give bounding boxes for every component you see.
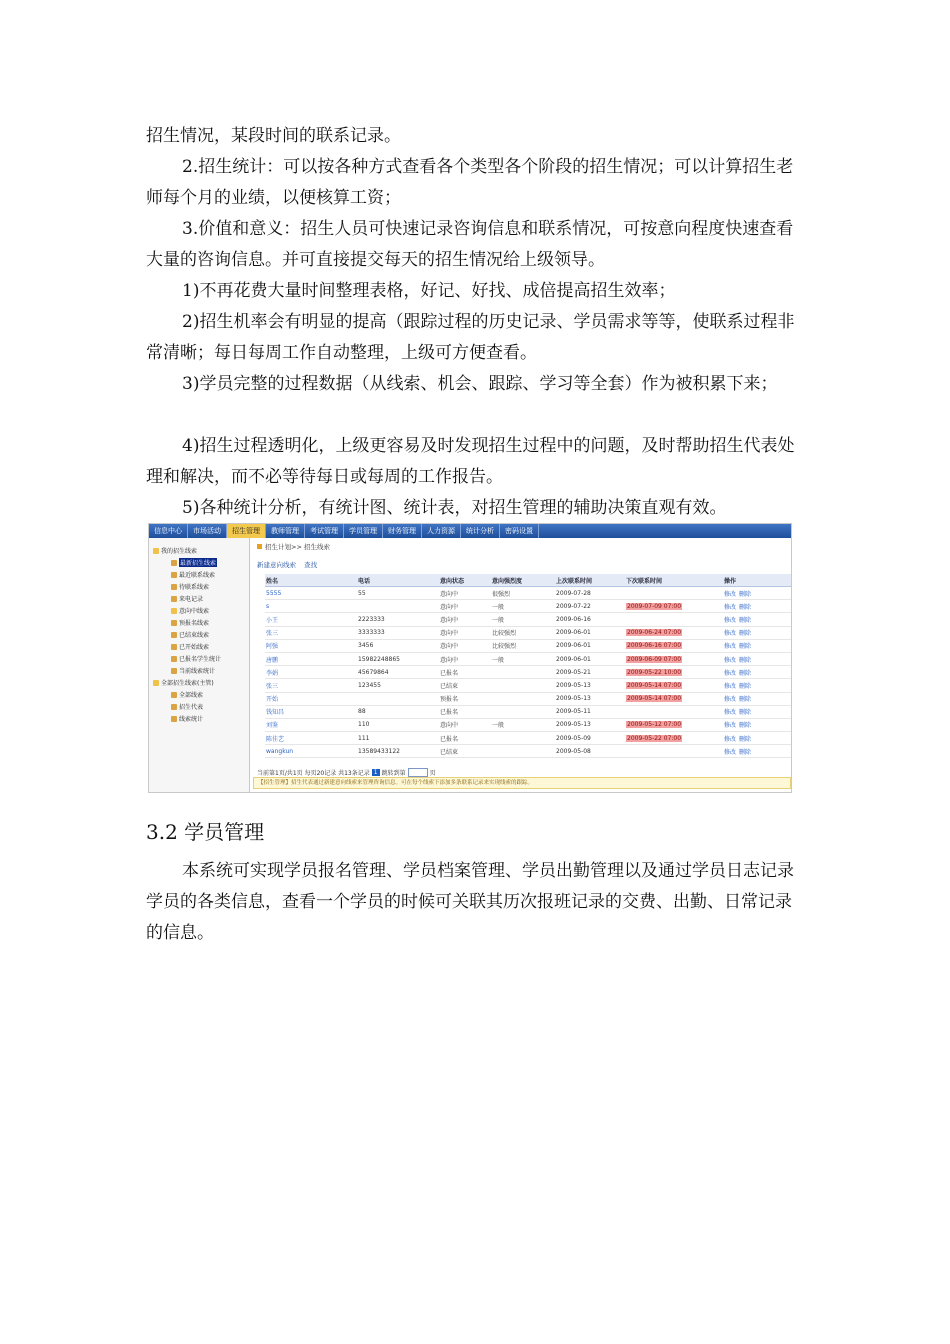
phone-cell: 110	[357, 718, 439, 731]
user-icon	[171, 668, 177, 674]
edit-link[interactable]: 修改	[724, 630, 737, 638]
delete-link[interactable]: 删除	[739, 656, 752, 664]
actions-cell	[723, 600, 792, 613]
phone-cell: 2223333	[357, 613, 439, 626]
status-cell: 意向中	[439, 652, 491, 665]
status-cell: 已报名	[439, 732, 491, 745]
paragraph: 5)各种统计分析，有统计图、统计表，对招生管理的辅助决策直观有效。	[182, 498, 727, 518]
overdue-badge: 2009-05-22 10:00	[627, 668, 682, 676]
level-cell	[491, 732, 555, 745]
delete-link[interactable]: 删除	[739, 722, 752, 730]
overdue-badge: 2009-05-22 07:00	[627, 734, 682, 742]
actions-cell	[723, 745, 792, 758]
last-contact-cell: 2009-06-01	[555, 626, 625, 639]
table-row[interactable]	[265, 613, 792, 626]
phone-cell: 15982248865	[357, 652, 439, 665]
paragraph: 2.招生统计：可以按各种方式查看各个类型各个阶段的招生情况；可以计算招生老师每个月的业绩，以便核算工资；	[146, 157, 794, 208]
table-row[interactable]	[265, 587, 792, 600]
table-row[interactable]	[265, 718, 792, 731]
search-button[interactable]: 查找	[304, 561, 318, 569]
tree-node[interactable]: 最近联系线索	[171, 570, 215, 579]
status-cell: 意向中	[439, 626, 491, 639]
phone-cell: 13589433122	[357, 745, 439, 758]
delete-link[interactable]: 删除	[739, 748, 752, 756]
edit-link[interactable]: 修改	[724, 616, 737, 624]
actions-cell	[723, 718, 792, 731]
status-cell: 意向中	[439, 613, 491, 626]
user-icon	[171, 572, 177, 578]
last-contact-cell: 2009-05-13	[555, 692, 625, 705]
level-cell: 比较强烈	[491, 626, 555, 639]
column-header[interactable]: 电话	[357, 574, 439, 587]
level-cell	[491, 666, 555, 679]
table-row[interactable]	[265, 745, 792, 758]
user-icon	[171, 632, 177, 638]
column-header[interactable]: 下次联系时间	[625, 574, 723, 587]
nav-item[interactable]: 统计分析	[461, 524, 500, 538]
last-contact-cell: 2009-05-11	[555, 705, 625, 718]
lead-name-link[interactable]: 张三	[265, 679, 357, 692]
next-contact-cell	[625, 705, 723, 718]
table-row[interactable]	[265, 732, 792, 745]
delete-link[interactable]: 删除	[739, 603, 752, 611]
delete-link[interactable]: 删除	[739, 709, 752, 717]
main-panel	[253, 538, 791, 792]
tree-node[interactable]: 招生代表	[171, 702, 203, 711]
nav-item[interactable]: 密码设置	[500, 524, 539, 538]
edit-link[interactable]: 修改	[724, 590, 737, 598]
status-cell: 意向中	[439, 587, 491, 600]
phone-cell: 3333333	[357, 626, 439, 639]
table-row[interactable]	[265, 626, 792, 639]
next-contact-cell	[625, 666, 723, 679]
next-contact-cell	[625, 626, 723, 639]
toolbar	[257, 560, 323, 569]
lead-name-link[interactable]: s	[265, 600, 357, 613]
folder-icon	[171, 608, 177, 614]
actions-cell	[723, 652, 792, 665]
status-cell: 已结束	[439, 679, 491, 692]
table-row[interactable]	[265, 652, 792, 665]
tree-node[interactable]: 已结束线索	[171, 630, 209, 639]
paragraph: 本系统可实现学员报名管理、学员档案管理、学员出勤管理以及通过学员日志记录学员的各类信息，查看一个学员的时候可关联其历次报班记录的交费、出勤、日常记录的信息。	[146, 861, 794, 943]
last-contact-cell: 2009-05-13	[555, 718, 625, 731]
overdue-badge: 2009-05-14 07:00	[627, 681, 682, 689]
next-contact-cell	[625, 613, 723, 626]
delete-link[interactable]: 删除	[739, 630, 752, 638]
paragraph: 3.价值和意义：招生人员可快速记录咨询信息和联系情况，可按意向程度快速查看大量的咨询信息。并可直接提交每天的招生情况给上级领导。	[146, 219, 794, 270]
lead-name-link[interactable]: 小王	[265, 613, 357, 626]
embedded-screenshot	[148, 523, 792, 793]
status-cell: 预报名	[439, 692, 491, 705]
lead-name-link[interactable]: 钱知昌	[265, 705, 357, 718]
next-contact-cell	[625, 718, 723, 731]
user-icon	[171, 716, 177, 722]
nav-item-active[interactable]: 招生管理	[227, 524, 266, 538]
overdue-badge: 2009-06-24 07:00	[627, 629, 682, 637]
tree-node[interactable]: 来电记录	[171, 594, 203, 603]
actions-cell	[723, 639, 792, 652]
nav-item[interactable]: 市场活动	[188, 524, 227, 538]
overdue-badge: 2009-06-09 07:00	[627, 655, 682, 663]
user-icon	[171, 644, 177, 650]
folder-icon	[153, 680, 159, 686]
edit-link[interactable]: 修改	[724, 748, 737, 756]
actions-cell	[723, 587, 792, 600]
nav-item[interactable]: 考试管理	[305, 524, 344, 538]
column-header[interactable]: 上次联系时间	[555, 574, 625, 587]
edit-link[interactable]: 修改	[724, 735, 737, 743]
tree-node[interactable]: 已报名学生统计	[171, 654, 221, 663]
status-cell: 意向中	[439, 718, 491, 731]
column-header[interactable]: 意向状态	[439, 574, 491, 587]
column-header[interactable]: 意向强烈度	[491, 574, 555, 587]
actions-cell	[723, 732, 792, 745]
lead-name-link[interactable]: 张三	[265, 626, 357, 639]
overdue-badge: 2009-07-09 07:00	[627, 602, 682, 610]
lead-name-link[interactable]: 刘鉴	[265, 718, 357, 731]
breadcrumb: 招生计划>> 招生线索	[257, 542, 330, 551]
delete-link[interactable]: 删除	[739, 643, 752, 651]
edit-link[interactable]: 修改	[724, 669, 737, 677]
nav-item[interactable]: 信息中心	[149, 524, 188, 538]
delete-link[interactable]: 删除	[739, 669, 752, 677]
tree-node[interactable]: 线索统计	[171, 714, 203, 723]
tree-node[interactable]: 我的招生线索	[153, 546, 197, 555]
phone-cell	[357, 692, 439, 705]
edit-link[interactable]: 修改	[724, 709, 737, 717]
pager-info: 当前第1页/共1页 每页20记录 共13条记录	[257, 770, 370, 777]
delete-link[interactable]: 删除	[739, 616, 752, 624]
pager-jump-label: 跳转到第	[381, 770, 406, 777]
delete-link[interactable]: 删除	[739, 590, 752, 598]
phone-cell: 123455	[357, 679, 439, 692]
last-contact-cell: 2009-05-13	[555, 679, 625, 692]
next-contact-cell	[625, 587, 723, 600]
lead-name-link[interactable]: 5555	[265, 587, 357, 600]
top-nav	[149, 524, 791, 538]
tree-node[interactable]: 预报名线索	[171, 618, 209, 627]
level-cell: 一般	[491, 718, 555, 731]
tree-node[interactable]: 当前线索统计	[171, 666, 215, 675]
edit-link[interactable]: 修改	[724, 722, 737, 730]
lead-name-link[interactable]: 李娟	[265, 666, 357, 679]
phone-cell: 3456	[357, 639, 439, 652]
new-lead-button[interactable]: 新建意向线索	[257, 561, 296, 569]
pager	[257, 768, 436, 777]
nav-item[interactable]: 教师管理	[266, 524, 305, 538]
table-row[interactable]	[265, 666, 792, 679]
next-contact-cell	[625, 652, 723, 665]
help-notice: 【招生管理】招生代表通过新建意向线索来管理咨询信息。可在每个线索下添加多条联系记录来实现线索的跟踪。	[253, 777, 791, 789]
level-cell: 很强烈	[491, 587, 555, 600]
tree-node[interactable]: 待联系线索	[171, 582, 209, 591]
table-row[interactable]	[265, 639, 792, 652]
user-icon	[171, 560, 177, 566]
phone-cell: 88	[357, 705, 439, 718]
actions-cell	[723, 679, 792, 692]
page-button[interactable]: 1	[373, 769, 378, 776]
last-contact-cell: 2009-06-01	[555, 652, 625, 665]
lead-name-link[interactable]: 开始	[265, 692, 357, 705]
delete-link[interactable]: 删除	[739, 696, 752, 704]
user-icon	[171, 704, 177, 710]
edit-link[interactable]: 修改	[724, 682, 737, 690]
column-header: 操作	[723, 574, 792, 587]
user-icon	[171, 692, 177, 698]
last-contact-cell: 2009-06-01	[555, 639, 625, 652]
phone-cell: 55	[357, 587, 439, 600]
lead-name-link[interactable]: 阿强	[265, 639, 357, 652]
next-contact-cell	[625, 600, 723, 613]
level-cell	[491, 679, 555, 692]
status-cell: 意向中	[439, 600, 491, 613]
paragraph: 2)招生机率会有明显的提高（跟踪过程的历史记录、学员需求等等，使联系过程非常清晰；每日每周工作自动整理，上级可方便查看。	[146, 312, 795, 363]
last-contact-cell: 2009-07-28	[555, 587, 625, 600]
nav-item[interactable]: 学员管理	[344, 524, 383, 538]
actions-cell	[723, 666, 792, 679]
last-contact-cell: 2009-07-22	[555, 600, 625, 613]
table-row[interactable]	[265, 600, 792, 613]
tree-node[interactable]: 全部招生线索(主管)	[153, 678, 214, 687]
level-cell	[491, 705, 555, 718]
paragraph: 招生情况，某段时间的联系记录。	[146, 126, 401, 146]
last-contact-cell: 2009-05-08	[555, 745, 625, 758]
phone-cell	[357, 600, 439, 613]
status-cell: 已报名	[439, 666, 491, 679]
delete-link[interactable]: 删除	[739, 735, 752, 743]
actions-cell	[723, 705, 792, 718]
level-cell: 一般	[491, 600, 555, 613]
status-cell: 已报名	[439, 705, 491, 718]
level-cell: 一般	[491, 613, 555, 626]
user-icon	[171, 620, 177, 626]
section-heading: 3.2 学员管理	[146, 820, 265, 844]
page-select[interactable]	[408, 768, 428, 777]
next-contact-cell	[625, 745, 723, 758]
tree-node[interactable]: 全部线索	[171, 690, 203, 699]
level-cell	[491, 745, 555, 758]
nav-item[interactable]: 财务管理	[383, 524, 422, 538]
paragraph: 3)学员完整的过程数据（从线索、机会、跟踪、学习等全套）作为被积累下来；	[182, 374, 778, 394]
user-icon	[171, 596, 177, 602]
table-row[interactable]	[265, 692, 792, 705]
lead-name-link[interactable]: 唐鹏	[265, 652, 357, 665]
overdue-badge: 2009-06-16 07:00	[627, 642, 682, 650]
edit-link[interactable]: 修改	[724, 643, 737, 651]
next-contact-cell	[625, 732, 723, 745]
actions-cell	[723, 626, 792, 639]
tree-node[interactable]: 意向中线索	[171, 606, 209, 615]
overdue-badge: 2009-05-12 07:00	[627, 721, 682, 729]
actions-cell	[723, 613, 792, 626]
paragraph: 1)不再花费大量时间整理表格，好记、好找、成倍提高招生效率；	[182, 281, 676, 301]
nav-item[interactable]: 人力资源	[422, 524, 461, 538]
status-cell: 已结束	[439, 745, 491, 758]
edit-link[interactable]: 修改	[724, 603, 737, 611]
last-contact-cell: 2009-05-21	[555, 666, 625, 679]
next-contact-cell	[625, 639, 723, 652]
lead-name-link[interactable]: 陈佳艺	[265, 732, 357, 745]
level-cell	[491, 692, 555, 705]
level-cell: 比较强烈	[491, 639, 555, 652]
next-contact-cell	[625, 679, 723, 692]
lead-name-link[interactable]: wangkun	[265, 745, 357, 758]
user-icon	[171, 584, 177, 590]
leads-table	[265, 574, 792, 758]
overdue-badge: 2009-05-14 07:00	[627, 695, 682, 703]
actions-cell	[723, 692, 792, 705]
tree-node-selected[interactable]: 最新招生线索	[171, 558, 217, 567]
edit-link[interactable]: 修改	[724, 696, 737, 704]
table-row[interactable]	[265, 679, 792, 692]
table-row[interactable]	[265, 705, 792, 718]
phone-cell: 111	[357, 732, 439, 745]
pager-unit: 页	[429, 770, 436, 777]
edit-link[interactable]: 修改	[724, 656, 737, 664]
breadcrumb-icon	[257, 544, 262, 549]
folder-icon	[153, 548, 159, 554]
level-cell: 一般	[491, 652, 555, 665]
column-header[interactable]: 姓名	[265, 574, 357, 587]
last-contact-cell: 2009-05-09	[555, 732, 625, 745]
sidebar-tree	[149, 538, 250, 792]
phone-cell: 45679864	[357, 666, 439, 679]
paragraph: 4)招生过程透明化，上级更容易及时发现招生过程中的问题，及时帮助招生代表处理和解决，而不必等待每日或每周的工作报告。	[146, 436, 795, 487]
user-icon	[171, 656, 177, 662]
last-contact-cell: 2009-06-16	[555, 613, 625, 626]
tree-node[interactable]: 已开始线索	[171, 642, 209, 651]
next-contact-cell	[625, 692, 723, 705]
status-cell: 意向中	[439, 639, 491, 652]
delete-link[interactable]: 删除	[739, 682, 752, 690]
